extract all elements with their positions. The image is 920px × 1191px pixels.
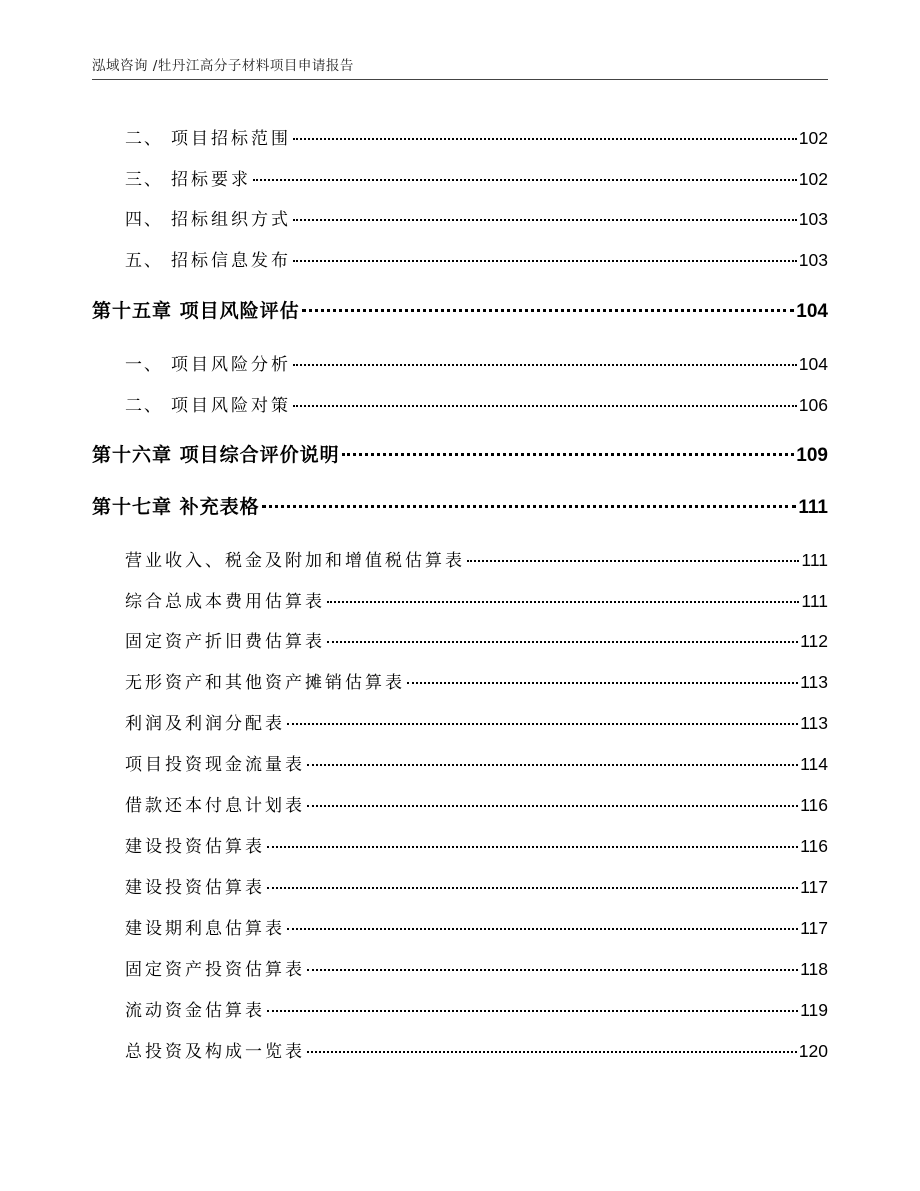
dot-leader (267, 846, 798, 848)
toc-entry-title: 流动资金估算表 (125, 1001, 265, 1021)
toc-page-number: 113 (800, 672, 828, 692)
toc-entry-title: 招标组织方式 (171, 210, 291, 230)
dot-leader (293, 219, 797, 221)
dot-leader (307, 1051, 797, 1053)
toc-page-number: 104 (796, 301, 828, 322)
toc-table-entry[interactable] (125, 791, 828, 816)
toc-page-number: 111 (801, 591, 828, 611)
running-header: 泓域咨询 /牡丹江高分子材料项目申请报告 (92, 58, 354, 74)
dot-leader (287, 723, 798, 725)
toc-entry[interactable] (125, 124, 828, 149)
toc-entry-title: 招标要求 (171, 170, 251, 190)
toc-entry-title: 固定资产折旧费估算表 (125, 632, 325, 652)
dot-leader (287, 928, 798, 930)
dot-leader (327, 601, 799, 603)
toc-entry-title: 项目风险对策 (171, 396, 291, 416)
dot-leader (302, 309, 795, 312)
toc-page-number: 116 (800, 836, 828, 856)
toc-chapter-title: 第十六章 项目综合评价说明 (92, 444, 340, 466)
toc-entry-number: 一、 (125, 355, 163, 375)
toc-chapter-title: 第十七章 补充表格 (92, 496, 260, 518)
toc-table-entry[interactable] (125, 668, 828, 693)
dot-leader (342, 453, 795, 456)
toc-entry-title: 综合总成本费用估算表 (125, 592, 325, 612)
dot-leader (327, 641, 798, 643)
toc-page-number: 119 (800, 1000, 828, 1020)
toc-entry-title: 项目投资现金流量表 (125, 755, 305, 775)
toc-table-entry[interactable] (125, 955, 828, 980)
toc-page-number: 114 (800, 754, 828, 774)
toc-page-number: 120 (798, 1041, 828, 1061)
toc-chapter[interactable] (92, 492, 828, 519)
toc-table-entry[interactable] (125, 1037, 828, 1062)
toc-entry-title: 无形资产和其他资产摊销估算表 (125, 673, 405, 693)
toc-page-number: 112 (800, 631, 828, 651)
toc-entry[interactable] (125, 246, 828, 271)
toc-page-number: 102 (798, 169, 828, 189)
toc-entry-number: 四、 (125, 210, 163, 230)
dot-leader (293, 405, 797, 407)
toc-page-number: 103 (798, 250, 828, 270)
toc-entry-title: 固定资产投资估算表 (125, 960, 305, 980)
toc-entry-title: 项目招标范围 (171, 129, 291, 149)
toc-table-entry[interactable] (125, 627, 828, 652)
toc-chapter[interactable] (92, 440, 828, 467)
dot-leader (253, 179, 797, 181)
toc-entry-title: 招标信息发布 (171, 251, 291, 271)
toc-table-entry[interactable] (125, 709, 828, 734)
toc-page-number: 118 (800, 959, 828, 979)
dot-leader (267, 887, 798, 889)
toc-table-entry[interactable] (125, 832, 828, 857)
toc-entry-number: 三、 (125, 170, 163, 190)
toc-entry-title: 建设期利息估算表 (125, 919, 285, 939)
toc-entry-title: 借款还本付息计划表 (125, 796, 305, 816)
toc-table-entry[interactable] (125, 546, 828, 571)
toc-page-number: 106 (798, 395, 828, 415)
toc-page-number: 117 (800, 918, 828, 938)
toc-entry-number: 五、 (125, 251, 163, 271)
dot-leader (293, 138, 797, 140)
toc-table-entry[interactable] (125, 587, 828, 612)
dot-leader (307, 969, 798, 971)
toc-entry-title: 营业收入、税金及附加和增值税估算表 (125, 551, 465, 571)
dot-leader (293, 364, 797, 366)
header-divider (92, 79, 828, 80)
dot-leader (262, 505, 797, 508)
toc-table-entry[interactable] (125, 873, 828, 898)
toc-entry[interactable] (125, 205, 828, 230)
toc-entry[interactable] (125, 165, 828, 190)
toc-entry[interactable] (125, 350, 828, 375)
toc-page-number: 109 (796, 445, 828, 466)
toc-entry-number: 二、 (125, 129, 163, 149)
toc-entry-title: 项目风险分析 (171, 355, 291, 375)
toc-table-entry[interactable] (125, 914, 828, 939)
toc-chapter-title: 第十五章 项目风险评估 (92, 300, 300, 322)
dot-leader (307, 805, 798, 807)
toc-entry-number: 二、 (125, 396, 163, 416)
toc-entry[interactable] (125, 391, 828, 416)
dot-leader (267, 1010, 798, 1012)
toc-entry-title: 建设投资估算表 (125, 837, 265, 857)
toc-entry-title: 利润及利润分配表 (125, 714, 285, 734)
dot-leader (407, 682, 798, 684)
toc-table-entry[interactable] (125, 996, 828, 1021)
toc-table-entry[interactable] (125, 750, 828, 775)
toc-entry-title: 建设投资估算表 (125, 878, 265, 898)
dot-leader (293, 260, 797, 262)
toc-page-number: 103 (798, 209, 828, 229)
toc-page-number: 102 (798, 128, 828, 148)
dot-leader (467, 560, 799, 562)
toc-page-number: 111 (801, 550, 828, 570)
toc-page-number: 117 (800, 877, 828, 897)
toc-page-number: 116 (800, 795, 828, 815)
dot-leader (307, 764, 798, 766)
toc-page-number: 104 (798, 354, 828, 374)
toc-page-number: 113 (800, 713, 828, 733)
toc-chapter[interactable] (92, 296, 828, 323)
toc-entry-title: 总投资及构成一览表 (125, 1042, 305, 1062)
toc-page-number: 111 (798, 497, 828, 518)
